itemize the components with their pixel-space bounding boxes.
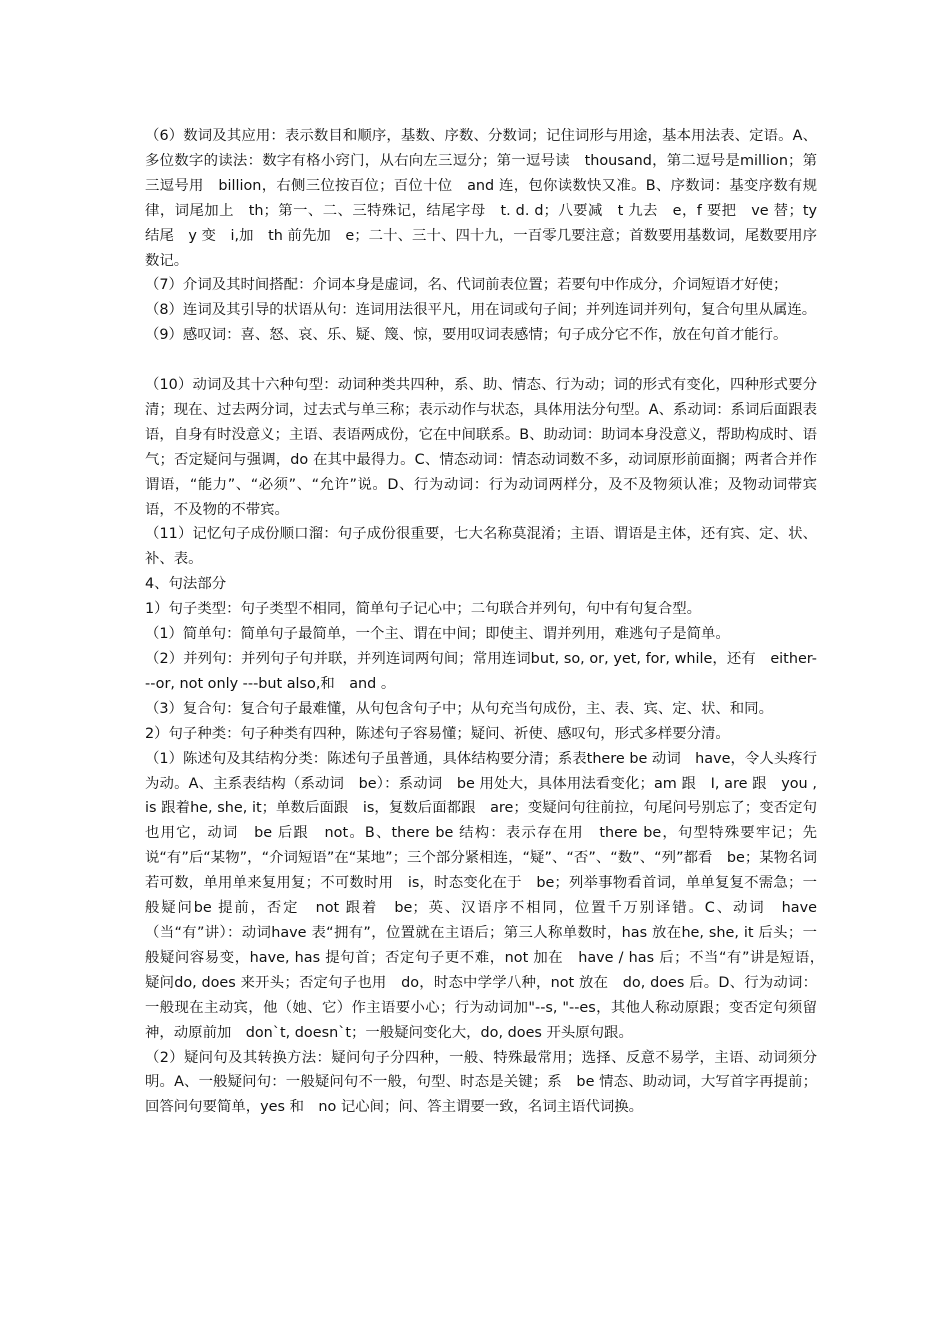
paragraph-conjunctions: （8）连词及其引导的状语从句：连词用法很平凡，用在词或句子间；并列连词并列句，复合句里从属连。 [145,302,817,319]
paragraph-declarative: （1）陈述句及其结构分类：陈述句子虽普通，具体结构要分清；系表there be 动词 have，令人头疼行为动。A、主系表结构（系动词 be）：系动词 be 用处大，具体用法看变化；am 跟 I, are 跟 you , is 跟着he, she, it；单数后面跟 is，复数后面都跟 are；变疑问句往前拉，句尾问号别忘了；变否定句也用它，动词 be 后跟 not。B、there be 结构：表示存在用 there be，句型特殊要牢记；先说“有”后“某物”，“介词短语”在“某地”；三个部分紧相连，“疑”、“否”、“数”、“列”都看 be；某物名词若可数，单用单来复用复；不可数时用 is，时态变化在于 be；列举事物看首词，单单复复不需急；一般疑问be 提前，否定 not 跟着 be；英、汉语序不相同，位置千万别译错。C、动词 have（当“有”讲）：动词have 表“拥有”，位置就在主语后；第三人称单数时，has 放在he, she, it 后头；一般疑问容易变，have, has 提句首；否定句子更不难，not 加在 have / has 后；不当“有”讲是短语， 疑问do, does 来开头；否定句子也用 do，时态中学学八种，not 放在 do, does 后。D、行为动词：一般现在主动宾，他（她、它）作主语要小心；行为动词加"--s, "--es，其他人称动原跟；变否定句须留神，动原前加 don`t, doesn`t；一般疑问变化大，do, does 开头原句跟。 [145,750,832,1041]
paragraph-sentence-kinds: 2）句子种类：句子种类有四种，陈述句子容易懂；疑问、祈使、感叹句，形式多样要分清。 [145,725,730,742]
blank-line [145,348,817,373]
paragraph-interjections: （9）感叹词：喜、怒、哀、乐、疑、篾、惊，要用叹词表感情；句子成分它不作，放在句首才能行。 [145,327,788,344]
paragraph-complex-sentence: （3）复合句：复合句子最难懂，从句包含句子中；从句充当句成份，主、表、宾、定、状、和同。 [145,700,773,717]
paragraph-sentence-types: 1）句子类型：句子类型不相同，简单句子记心中；二句联合并列句，句中有句复合型。 [145,601,702,618]
paragraph-simple-sentence: （1）简单句：简单句子最简单，一个主、谓在中间；即使主、谓并列用，难逃句子是简单。 [145,626,730,643]
paragraph-interrogative: （2）疑问句及其转换方法：疑问句子分四种，一般、特殊最常用；选择、反意不易学，主语、动词须分明。A、一般疑问句：一般疑问句不一般，句型、时态是关键；系 be 情态、助动词，大写首字再提前；回答问句要简单，yes 和 no 记心间；问、答主谓要一致，名词主语代词换。 [145,1049,817,1116]
section-heading-syntax: 4、句法部分 [145,576,227,593]
document-page [145,124,832,1120]
paragraph-compound-sentence: （2）并列句：并列句子句并联，并列连词两句间；常用连词but, so, or, yet, for, while，还有 either---or, not only ---but also,和 and 。 [145,651,817,692]
paragraph-numerals: （6）数词及其应用：表示数目和顺序，基数、序数、分数词；记住词形与用途，基本用法表、定语。A、多位数字的读法：数字有格小窍门，从右向左三逗分；第一逗号读 thousand，第二逗号是million；第三逗号用 billion，右侧三位按百位；百位十位 and 连，包你读数快又准。B、序数词：基变序数有规律，词尾加上 th；第一、二、三特殊记，结尾字母 t. d. d；八要减 t 九去 e，f 要把 ve 替；ty 结尾 y 变 i,加 th 前先加 e；二十、三十、四十九，一百零几要注意；首数要用基数词，尾数要用序数记。 [145,128,817,269]
paragraph-verbs: （10）动词及其十六种句型：动词种类共四种，系、助、情态、行为动；词的形式有变化，四种形式要分清；现在、过去两分词，过去式与单三称；表示动作与状态，具体用法分句型。A、系动词：系词后面跟表语，自身有时没意义；主语、表语两成份，它在中间联系。B、助动词：助词本身没意义，帮助构成时、语气；否定疑问与强调，do 在其中最得力。C、情态动词：情态动词数不多，动词原形前面搁；两者合并作谓语，“能力”、“必须”、“允许”说。D、行为动词：行为动词两样分，及不及物须认准；及物动词带宾语，不及物的不带宾。 [145,377,817,518]
paragraph-prepositions: （7）介词及其时间搭配：介词本身是虚词，名、代词前表位置；若要句中作成分，介词短语才好使； [145,277,788,294]
paragraph-sentence-elements: （11）记忆句子成份顺口溜：句子成份很重要，七大名称莫混淆；主语、谓语是主体，还有宾、定、状、补、表。 [145,526,817,568]
